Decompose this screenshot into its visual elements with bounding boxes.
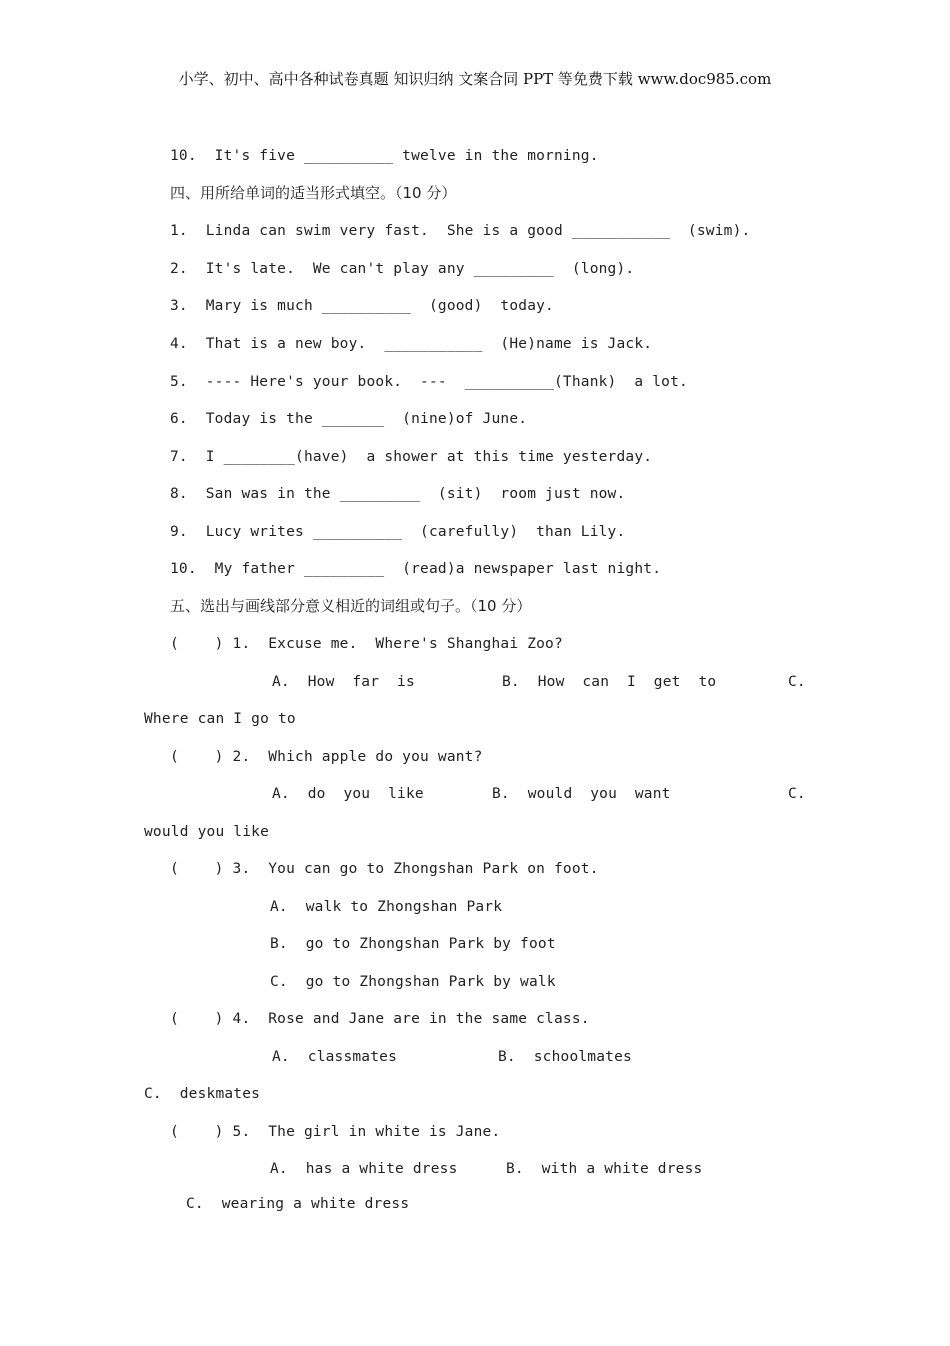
part5-q1-stem: ( ) 1. Excuse me. Where's Shanghai Zoo? (170, 636, 563, 652)
part4-title: 四、用所给单词的适当形式填空。（10 分） (170, 184, 457, 202)
part5-title: 五、选出与画线部分意义相近的词组或句子。（10 分） (170, 597, 532, 615)
part5-q5-option-a: A. has a white dress (270, 1161, 458, 1177)
part5-q5-stem: ( ) 5. The girl in white is Jane. (170, 1124, 501, 1140)
part5-q2-option-a: A. do you like (272, 786, 424, 802)
part5-q4-option-a: A. classmates (272, 1049, 398, 1065)
part5-q4-option-c: C. deskmates (144, 1086, 261, 1102)
part5-q2-stem: ( ) 2. Which apple do you want? (170, 749, 483, 765)
part4-question-2: 2. It's late. We can't play any _________ (long). (170, 261, 635, 277)
part4-question-8: 8. San was in the _________ (sit) room just now. (170, 486, 626, 502)
part4-question-1: 1. Linda can swim very fast. She is a good ___________ (swim). (170, 223, 751, 239)
part5-q3-stem: ( ) 3. You can go to Zhongshan Park on foot. (170, 861, 599, 877)
part4-question-9: 9. Lucy writes __________ (carefully) than Lily. (170, 524, 626, 540)
part5-q5-option-c: C. wearing a white dress (186, 1196, 410, 1212)
part5-q1-option-c-letter: C. (788, 674, 806, 690)
part5-q1-option-b: B. How can I get to (502, 674, 717, 690)
part4-question-10: 10. My father _________ (read)a newspaper last night. (170, 561, 662, 577)
part5-q4-option-b: B. schoolmates (498, 1049, 632, 1065)
part5-q1-option-c-text: Where can I go to (144, 711, 296, 727)
part4-question-5: 5. ---- Here's your book. --- __________(Thank) a lot. (170, 374, 688, 390)
part5-q3-option-a: A. walk to Zhongshan Park (270, 899, 503, 915)
part5-q3-option-b: B. go to Zhongshan Park by foot (270, 936, 556, 952)
part5-q4-stem: ( ) 4. Rose and Jane are in the same class. (170, 1011, 590, 1027)
page-header: 小学、初中、高中各种试卷真题 知识归纳 文案合同 PPT 等免费下载 www.doc985.com (178, 70, 772, 88)
part5-q2-option-b: B. would you want (492, 786, 671, 802)
part5-q1-option-a: A. How far is (272, 674, 415, 690)
part4-question-3: 3. Mary is much __________ (good) today. (170, 298, 554, 314)
part5-q3-option-c: C. go to Zhongshan Park by walk (270, 974, 556, 990)
part5-q2-option-c-text: would you like (144, 824, 270, 840)
part3-question-10: 10. It's five __________ twelve in the morning. (170, 148, 599, 164)
part4-question-7: 7. I ________(have) a shower at this time yesterday. (170, 449, 653, 465)
part4-question-4: 4. That is a new boy. ___________ (He)name is Jack. (170, 336, 653, 352)
part5-q2-option-c-letter: C. (788, 786, 806, 802)
part5-q5-option-b: B. with a white dress (506, 1161, 703, 1177)
part4-question-6: 6. Today is the _______ (nine)of June. (170, 411, 528, 427)
